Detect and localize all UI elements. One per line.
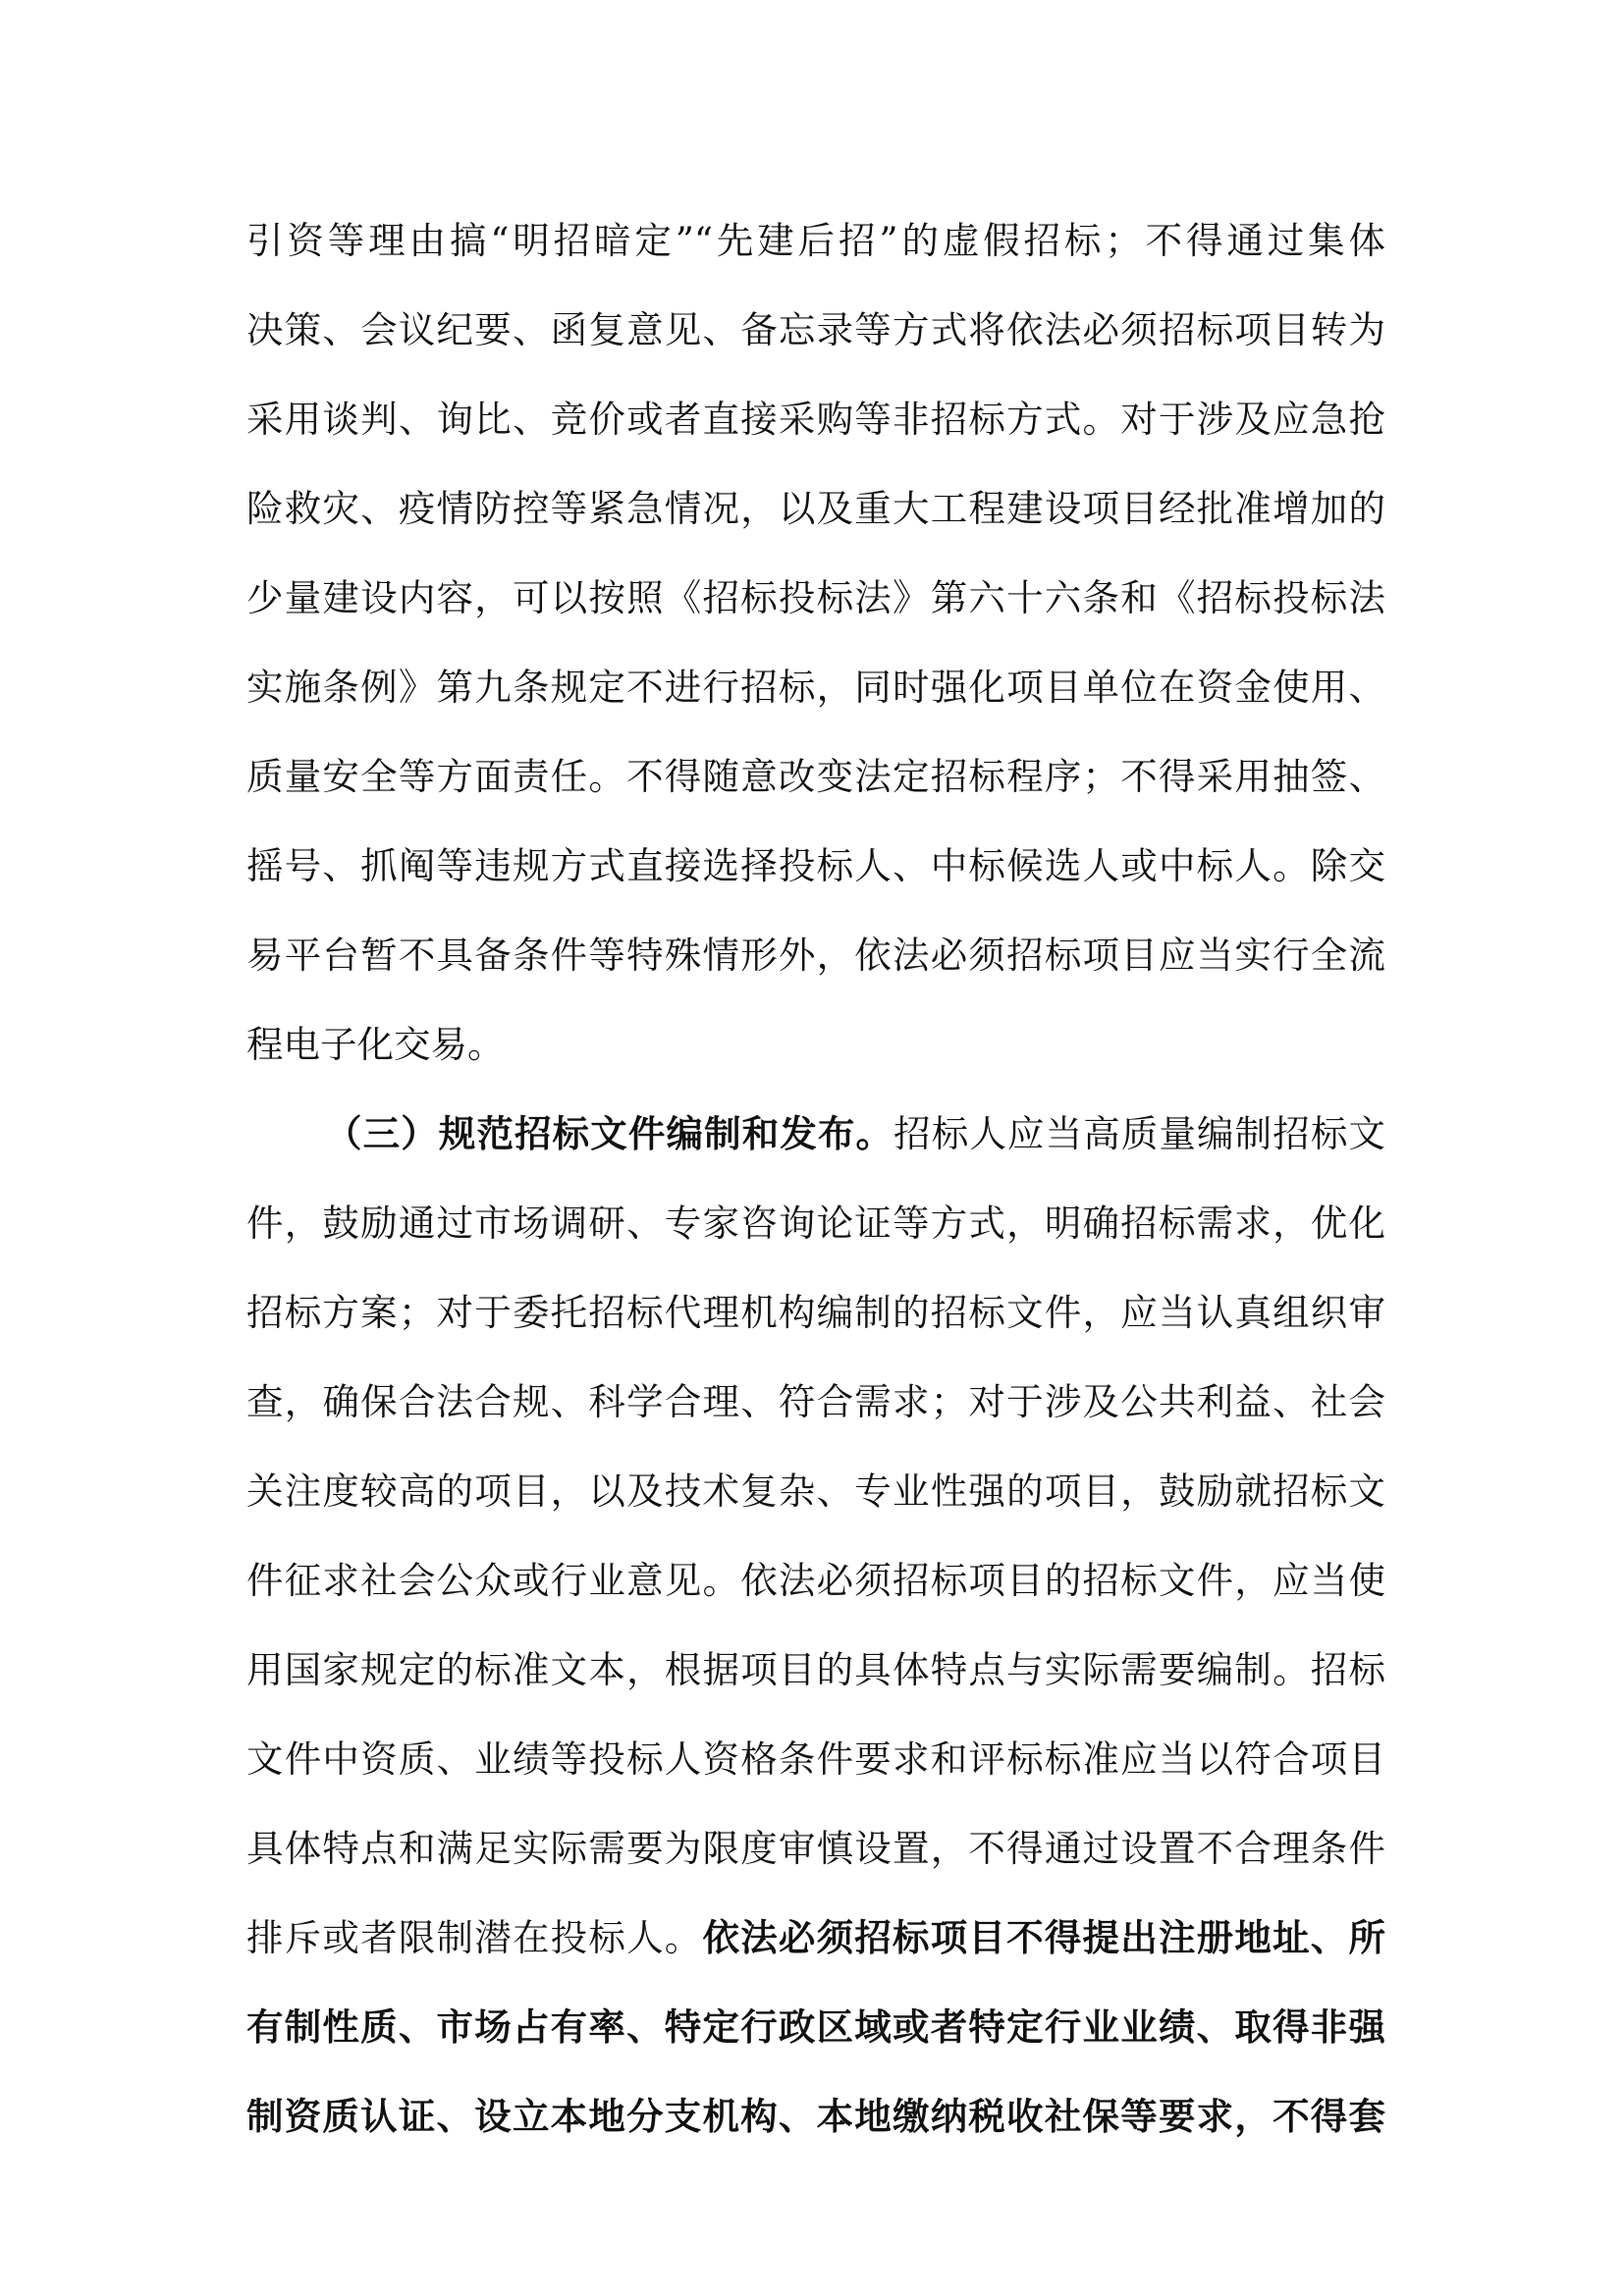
text-line (246, 1103, 1385, 1193)
text-line (246, 1907, 1385, 1997)
text-run: 程电子化交易。 (246, 1023, 505, 1066)
text-line (246, 1818, 1385, 1907)
text-line (246, 1014, 1385, 1103)
text-line (246, 1550, 1385, 1639)
text-line (246, 1729, 1385, 1818)
text-run: 招标方案；对于委托招标代理机构编制的招标文件，应当认真组织审 (246, 1291, 1385, 1334)
text-run: 易平台暂不具备条件等特殊情形外，依法必须招标项目应当实行全流 (246, 934, 1385, 977)
text-run: 引资等理由搞“明招暗定”“先建后招”的虚假招标；不得通过集体 (246, 219, 1385, 262)
text-line (246, 1282, 1385, 1371)
text-run: 险救灾、疫情防控等紧急情况，以及重大工程建设项目经批准增加的 (246, 487, 1385, 530)
text-line (246, 1193, 1385, 1282)
text-run: 摇号、抓阄等违规方式直接选择投标人、中标候选人或中标人。除交 (246, 844, 1385, 887)
bold-text-run: 依法必须招标项目不得提出注册地址、所 (702, 1916, 1385, 1959)
text-line (246, 1639, 1385, 1729)
text-line (246, 925, 1385, 1014)
text-run: 采用谈判、询比、竞价或者直接采购等非招标方式。对于涉及应急抢 (246, 398, 1385, 441)
text-run: 件，鼓励通过市场调研、专家咨询论证等方式，明确招标需求，优化 (246, 1201, 1385, 1245)
body-text (246, 210, 1385, 2175)
text-run: 实施条例》第九条规定不进行招标，同时强化项目单位在资金使用、 (246, 666, 1385, 709)
text-line (246, 567, 1385, 657)
text-line (246, 478, 1385, 567)
text-run: 文件中资质、业绩等投标人资格条件要求和评标标准应当以符合项目 (246, 1737, 1385, 1781)
bold-text-run: （三）规范招标文件编制和发布。 (325, 1112, 894, 1155)
text-line (246, 389, 1385, 478)
text-run: 决策、会议纪要、函复意见、备忘录等方式将依法必须招标项目转为 (246, 308, 1385, 351)
text-run: 质量安全等方面责任。不得随意改变法定招标程序；不得采用抽签、 (246, 755, 1385, 798)
text-line (246, 210, 1385, 299)
text-line (246, 299, 1385, 389)
text-run: 查，确保合法合规、科学合理、符合需求；对于涉及公共利益、社会 (246, 1380, 1385, 1423)
text-run: 关注度较高的项目，以及技术复杂、专业性强的项目，鼓励就招标文 (246, 1469, 1385, 1513)
text-line (246, 2086, 1385, 2175)
text-run: 件征求社会公众或行业意见。依法必须招标项目的招标文件，应当使 (246, 1559, 1385, 1602)
text-line (246, 746, 1385, 835)
bold-text-run: 有制性质、市场占有率、特定行政区域或者特定行业业绩、取得非强 (246, 2005, 1385, 2049)
text-line (246, 1371, 1385, 1461)
text-run: 用国家规定的标准文本，根据项目的具体特点与实际需要编制。招标 (246, 1648, 1385, 1691)
text-run: 排斥或者限制潜在投标人。 (246, 1916, 703, 1959)
text-line (246, 1997, 1385, 2086)
text-run: 少量建设内容，可以按照《招标投标法》第六十六条和《招标投标法 (246, 576, 1385, 619)
bold-text-run: 制资质认证、设立本地分支机构、本地缴纳税收社保等要求，不得套 (246, 2095, 1385, 2138)
text-line (246, 657, 1385, 746)
text-run: 招标人应当高质量编制招标文 (893, 1112, 1385, 1155)
text-run: 具体特点和满足实际需要为限度审慎设置，不得通过设置不合理条件 (246, 1827, 1385, 1870)
text-line (246, 835, 1385, 925)
text-line (246, 1461, 1385, 1550)
